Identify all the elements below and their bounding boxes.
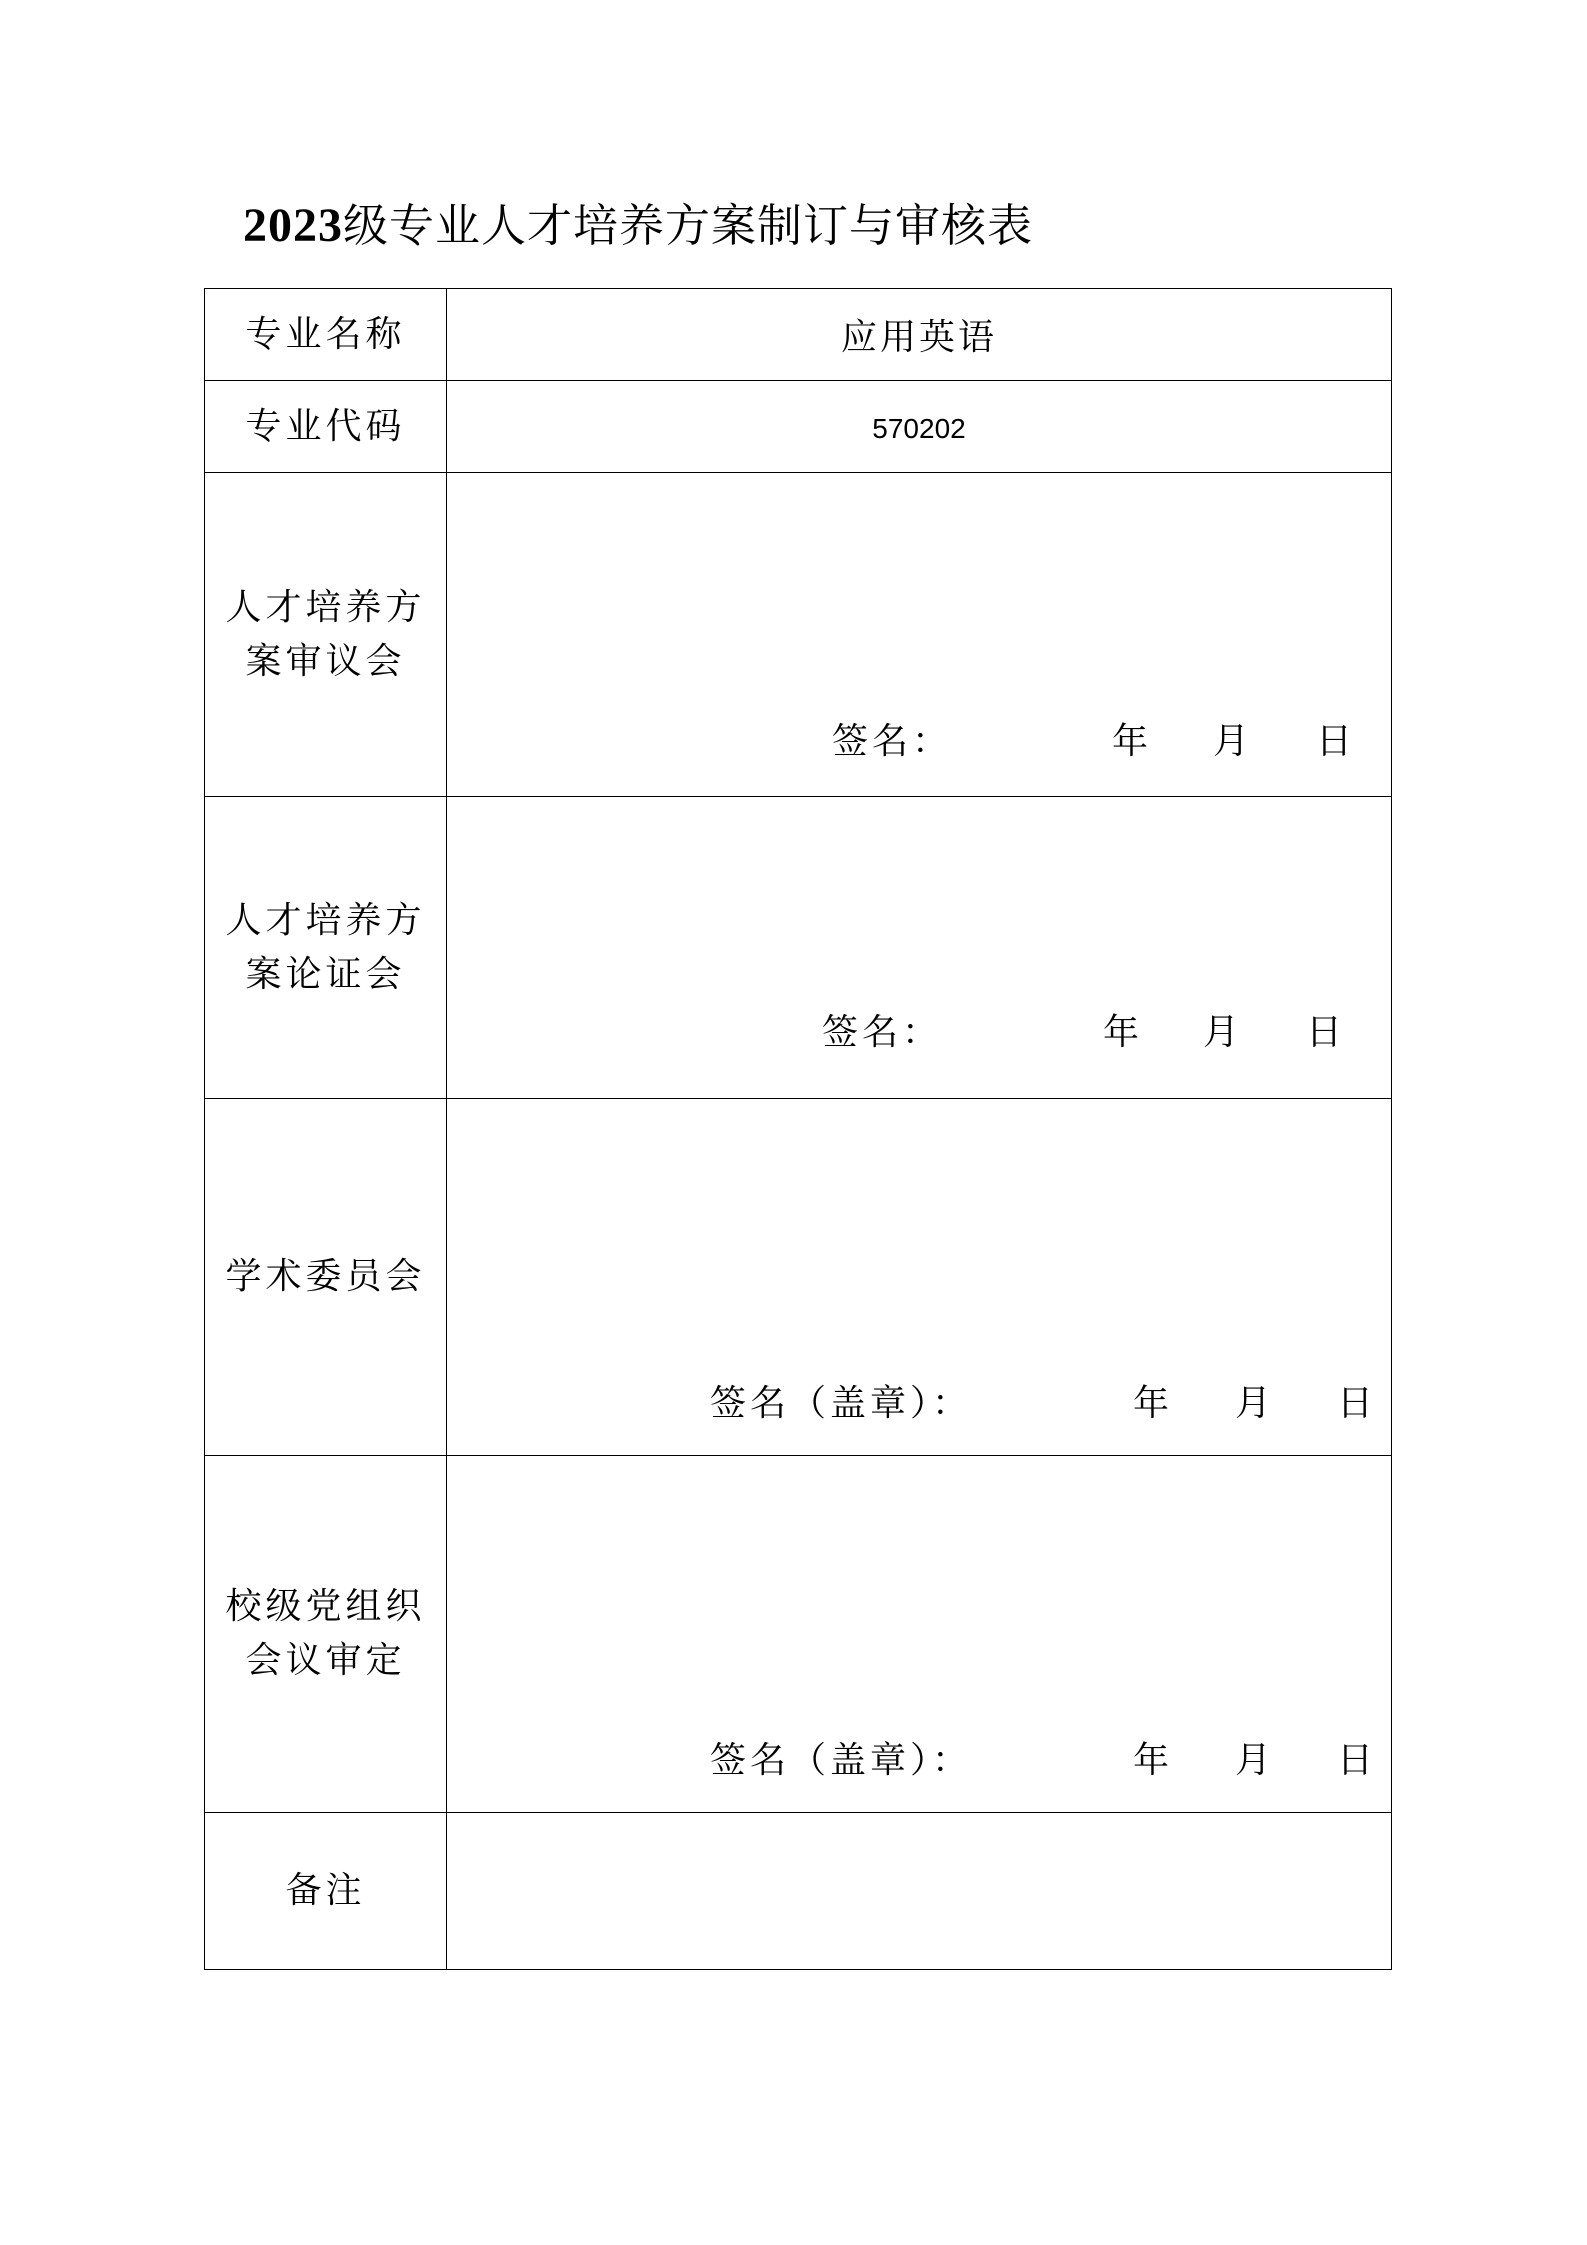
title-year: 2023 xyxy=(243,199,343,252)
review-meeting-label-line2: 案审议会 xyxy=(245,640,406,682)
major-code-value-cell[interactable] xyxy=(447,381,1392,473)
party-meeting-sign-label: 签名（盖章）： xyxy=(710,1740,973,1781)
remarks-value-cell[interactable] xyxy=(447,1813,1392,1970)
party-meeting-label xyxy=(205,1456,447,1813)
party-meeting-label-line2: 会议审定 xyxy=(245,1640,406,1681)
party-meeting-signature-cell[interactable] xyxy=(447,1456,1392,1813)
review-meeting-year-label: 年 xyxy=(1112,721,1149,762)
demonstration-meeting-label xyxy=(205,797,447,1099)
party-meeting-day-label: 日 xyxy=(1337,1740,1374,1781)
review-form-table xyxy=(204,288,1392,1970)
row-major-code xyxy=(205,381,1392,473)
demonstration-meeting-day-label: 日 xyxy=(1306,1012,1343,1053)
row-major-name xyxy=(205,289,1392,381)
remarks-label-text: 备注 xyxy=(285,1870,366,1911)
major-name-value: 应用英语 xyxy=(840,317,997,358)
academic-committee-year-label: 年 xyxy=(1133,1383,1170,1424)
review-meeting-signature-cell[interactable] xyxy=(447,473,1392,797)
demonstration-meeting-label-line2: 案论证会 xyxy=(245,953,406,995)
review-meeting-day-label: 日 xyxy=(1316,721,1353,762)
review-meeting-label-line1: 人才培养方 xyxy=(225,586,426,628)
academic-committee-month-label: 月 xyxy=(1235,1383,1272,1424)
major-code-label xyxy=(205,381,447,473)
major-name-label-text: 专业名称 xyxy=(245,313,406,355)
major-name-value-cell[interactable] xyxy=(447,289,1392,381)
major-code-label-text: 专业代码 xyxy=(245,405,406,447)
academic-committee-day-label: 日 xyxy=(1337,1383,1374,1424)
demonstration-meeting-signature-cell[interactable] xyxy=(447,797,1392,1099)
review-meeting-sign-label: 签名： xyxy=(832,721,953,762)
demonstration-meeting-label-line1: 人才培养方 xyxy=(225,899,426,941)
row-remarks xyxy=(205,1813,1392,1970)
row-academic-committee xyxy=(205,1099,1392,1456)
party-meeting-month-label: 月 xyxy=(1235,1740,1272,1781)
page-title xyxy=(243,196,1033,256)
major-code-value: 570202 xyxy=(872,413,966,444)
academic-committee-signature-cell[interactable] xyxy=(447,1099,1392,1456)
review-meeting-month-label: 月 xyxy=(1213,721,1250,762)
academic-committee-label xyxy=(205,1099,447,1456)
party-meeting-label-line1: 校级党组织 xyxy=(225,1586,426,1627)
demonstration-meeting-month-label: 月 xyxy=(1203,1012,1240,1053)
title-text: 级专业人才培养方案制订与审核表 xyxy=(343,199,1034,252)
row-party-meeting xyxy=(205,1456,1392,1813)
row-demonstration-meeting xyxy=(205,797,1392,1099)
academic-committee-sign-label: 签名（盖章）： xyxy=(710,1383,973,1424)
party-meeting-year-label: 年 xyxy=(1133,1740,1170,1781)
row-review-meeting xyxy=(205,473,1392,797)
academic-committee-label-text: 学术委员会 xyxy=(225,1256,426,1297)
review-meeting-label xyxy=(205,473,447,797)
remarks-label xyxy=(205,1813,447,1970)
demonstration-meeting-sign-label: 签名： xyxy=(822,1012,943,1053)
demonstration-meeting-year-label: 年 xyxy=(1103,1012,1140,1053)
major-name-label xyxy=(205,289,447,381)
